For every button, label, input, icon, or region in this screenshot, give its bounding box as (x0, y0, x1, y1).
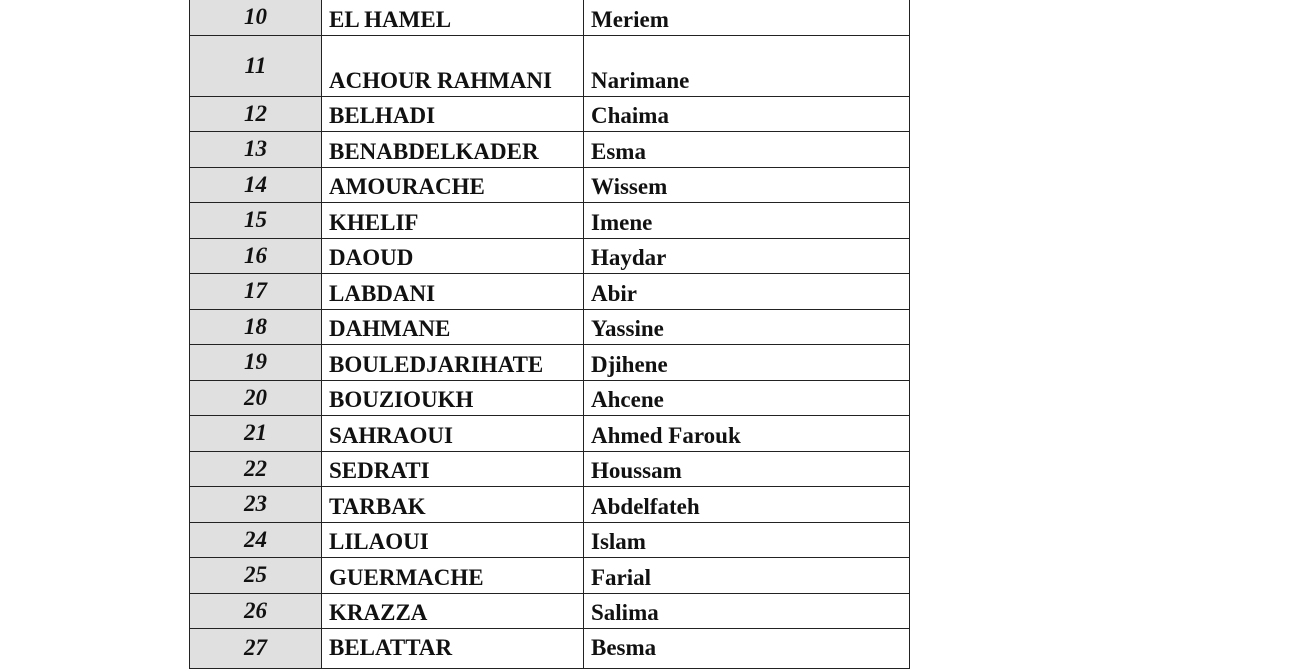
first-name-cell: Salima (584, 593, 910, 629)
last-name-cell: LABDANI (322, 274, 584, 310)
first-name-cell: Narimane (584, 35, 910, 96)
row-number: 10 (190, 0, 322, 35)
table-row (190, 167, 910, 203)
first-name-cell: Wissem (584, 167, 910, 203)
row-number: 14 (190, 167, 322, 203)
table-row (190, 558, 910, 594)
table-row (190, 345, 910, 381)
last-name-cell: KRAZZA (322, 593, 584, 629)
table-row (190, 35, 910, 96)
first-name-cell: Esma (584, 132, 910, 168)
table-row (190, 451, 910, 487)
row-number: 21 (190, 416, 322, 452)
last-name-cell: KHELIF (322, 203, 584, 239)
last-name-cell: DAOUD (322, 238, 584, 274)
last-name-cell: DAHMANE (322, 309, 584, 345)
student-list-table (189, 0, 910, 669)
row-number: 11 (190, 35, 322, 96)
last-name-cell: BOULEDJARIHATE (322, 345, 584, 381)
table-row (190, 274, 910, 310)
row-number: 16 (190, 238, 322, 274)
first-name-cell: Haydar (584, 238, 910, 274)
table-row (190, 132, 910, 168)
row-number: 17 (190, 274, 322, 310)
last-name-cell: EL HAMEL (322, 0, 584, 35)
table-row (190, 416, 910, 452)
row-number: 26 (190, 593, 322, 629)
row-number: 19 (190, 345, 322, 381)
first-name-cell: Houssam (584, 451, 910, 487)
table-row (190, 593, 910, 629)
first-name-cell: Djihene (584, 345, 910, 381)
first-name-cell: Abdelfateh (584, 487, 910, 523)
row-number: 27 (190, 629, 322, 669)
table-row (190, 380, 910, 416)
last-name-cell: GUERMACHE (322, 558, 584, 594)
first-name-cell: Farial (584, 558, 910, 594)
table-row (190, 487, 910, 523)
first-name-cell: Yassine (584, 309, 910, 345)
table-row (190, 309, 910, 345)
table-row (190, 522, 910, 558)
row-number: 23 (190, 487, 322, 523)
first-name-cell: Ahcene (584, 380, 910, 416)
first-name-cell: Abir (584, 274, 910, 310)
first-name-cell: Besma (584, 629, 910, 669)
row-number: 13 (190, 132, 322, 168)
table-row (190, 203, 910, 239)
row-number: 20 (190, 380, 322, 416)
last-name-cell: BENABDELKADER (322, 132, 584, 168)
last-name-cell: ACHOUR RAHMANI (322, 35, 584, 96)
row-number: 18 (190, 309, 322, 345)
first-name-cell: Islam (584, 522, 910, 558)
last-name-cell: AMOURACHE (322, 167, 584, 203)
last-name-cell: TARBAK (322, 487, 584, 523)
first-name-cell: Ahmed Farouk (584, 416, 910, 452)
first-name-cell: Meriem (584, 0, 910, 35)
last-name-cell: LILAOUI (322, 522, 584, 558)
last-name-cell: BELATTAR (322, 629, 584, 669)
table-row (190, 629, 910, 669)
first-name-cell: Chaima (584, 96, 910, 132)
last-name-cell: SAHRAOUI (322, 416, 584, 452)
first-name-cell: Imene (584, 203, 910, 239)
row-number: 12 (190, 96, 322, 132)
table-row (190, 96, 910, 132)
row-number: 24 (190, 522, 322, 558)
table-row (190, 238, 910, 274)
row-number: 25 (190, 558, 322, 594)
last-name-cell: BELHADI (322, 96, 584, 132)
last-name-cell: BOUZIOUKH (322, 380, 584, 416)
row-number: 22 (190, 451, 322, 487)
last-name-cell: SEDRATI (322, 451, 584, 487)
table-row (190, 0, 910, 35)
row-number: 15 (190, 203, 322, 239)
